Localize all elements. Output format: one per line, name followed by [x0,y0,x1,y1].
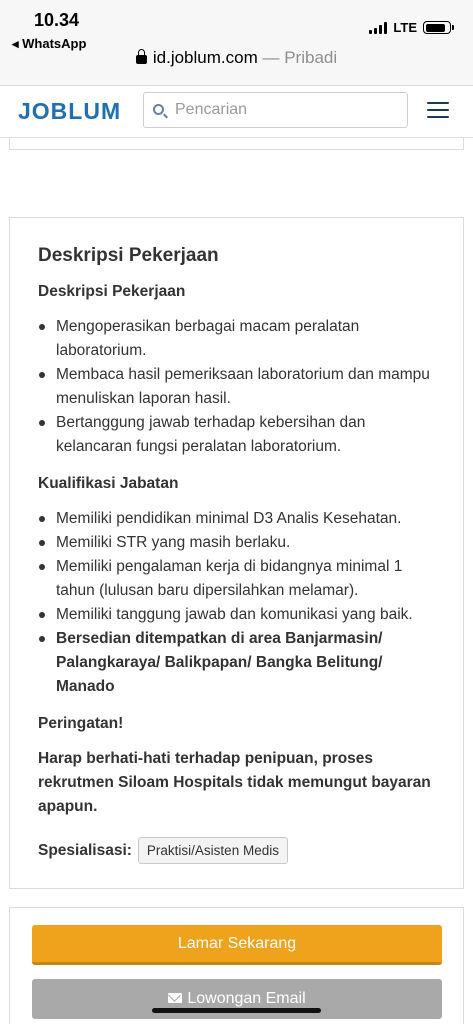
previous-card-bottom [9,138,464,150]
lock-icon [136,55,147,64]
back-to-whatsapp-link[interactable]: ◂ WhatsApp [12,36,87,51]
apply-now-button[interactable]: Lamar Sekarang [32,925,442,965]
search-box[interactable] [143,92,408,128]
search-input[interactable] [175,99,400,121]
specialization-row [38,837,435,864]
list-item: Memiliki STR yang masih berlaku. [38,531,435,555]
specialization-label: Spesialisasi: [38,841,132,859]
search-icon [153,104,164,115]
list-item: Memiliki pendidikan minimal D3 Analis Kesehatan. [38,507,435,531]
status-time: 10.34 [34,10,80,30]
qualifications-list [38,507,435,699]
list-item: Mengoperasikan berbagai macam peralatan laboratorium. [38,315,435,363]
list-item: Bertanggung jawab terhadap kebersihan dan kelancaran fungsi peralatan laboratorium. [38,411,435,459]
email-job-button[interactable] [32,979,442,1019]
battery-icon [423,21,451,34]
signal-icon [369,22,387,34]
duties-heading: Deskripsi Pekerjaan [38,283,186,300]
warning-heading: Peringatan! [38,715,124,732]
action-card [9,907,464,1024]
job-description-card [9,217,464,889]
qualifications-heading: Kualifikasi Jabatan [38,475,179,492]
list-item: Memiliki pengalaman kerja di bidangnya minimal 1 tahun (lulusan baru dipersilahkan melamar). [38,555,435,603]
site-header [0,86,473,138]
duties-list [38,315,435,459]
card-title: Deskripsi Pekerjaan [38,245,219,266]
url-domain: id.joblum.com [152,48,258,67]
hamburger-menu-icon[interactable] [427,102,449,118]
list-item: Membaca hasil pemeriksaan laboratorium dan mampu menuliskan laporan hasil. [38,363,435,411]
list-item: Memiliki tanggung jawab dan komunikasi yang baik. [38,603,435,627]
specialization-tag[interactable]: Praktisi/Asisten Medis [138,837,288,864]
url-private-label: — Pribadi [262,48,338,67]
warning-text: Harap berhati-hati terhadap penipuan, proses rekrutmen Siloam Hospitals tidak memungut bayaran apapun. [38,750,431,815]
ios-status-bar [0,0,473,86]
address-bar[interactable] [0,48,473,68]
status-indicators [369,20,451,35]
home-indicator [152,1008,321,1013]
mail-icon [168,993,182,1003]
joblum-logo[interactable]: JOBLUM [18,98,122,124]
email-job-label: Lowongan Email [187,990,306,1007]
list-item: Bersedian ditempatkan di area Banjarmasin/ Palangkaraya/ Balikpapan/ Bangka Belitung/ Manado [38,627,435,699]
network-type: LTE [393,20,417,35]
